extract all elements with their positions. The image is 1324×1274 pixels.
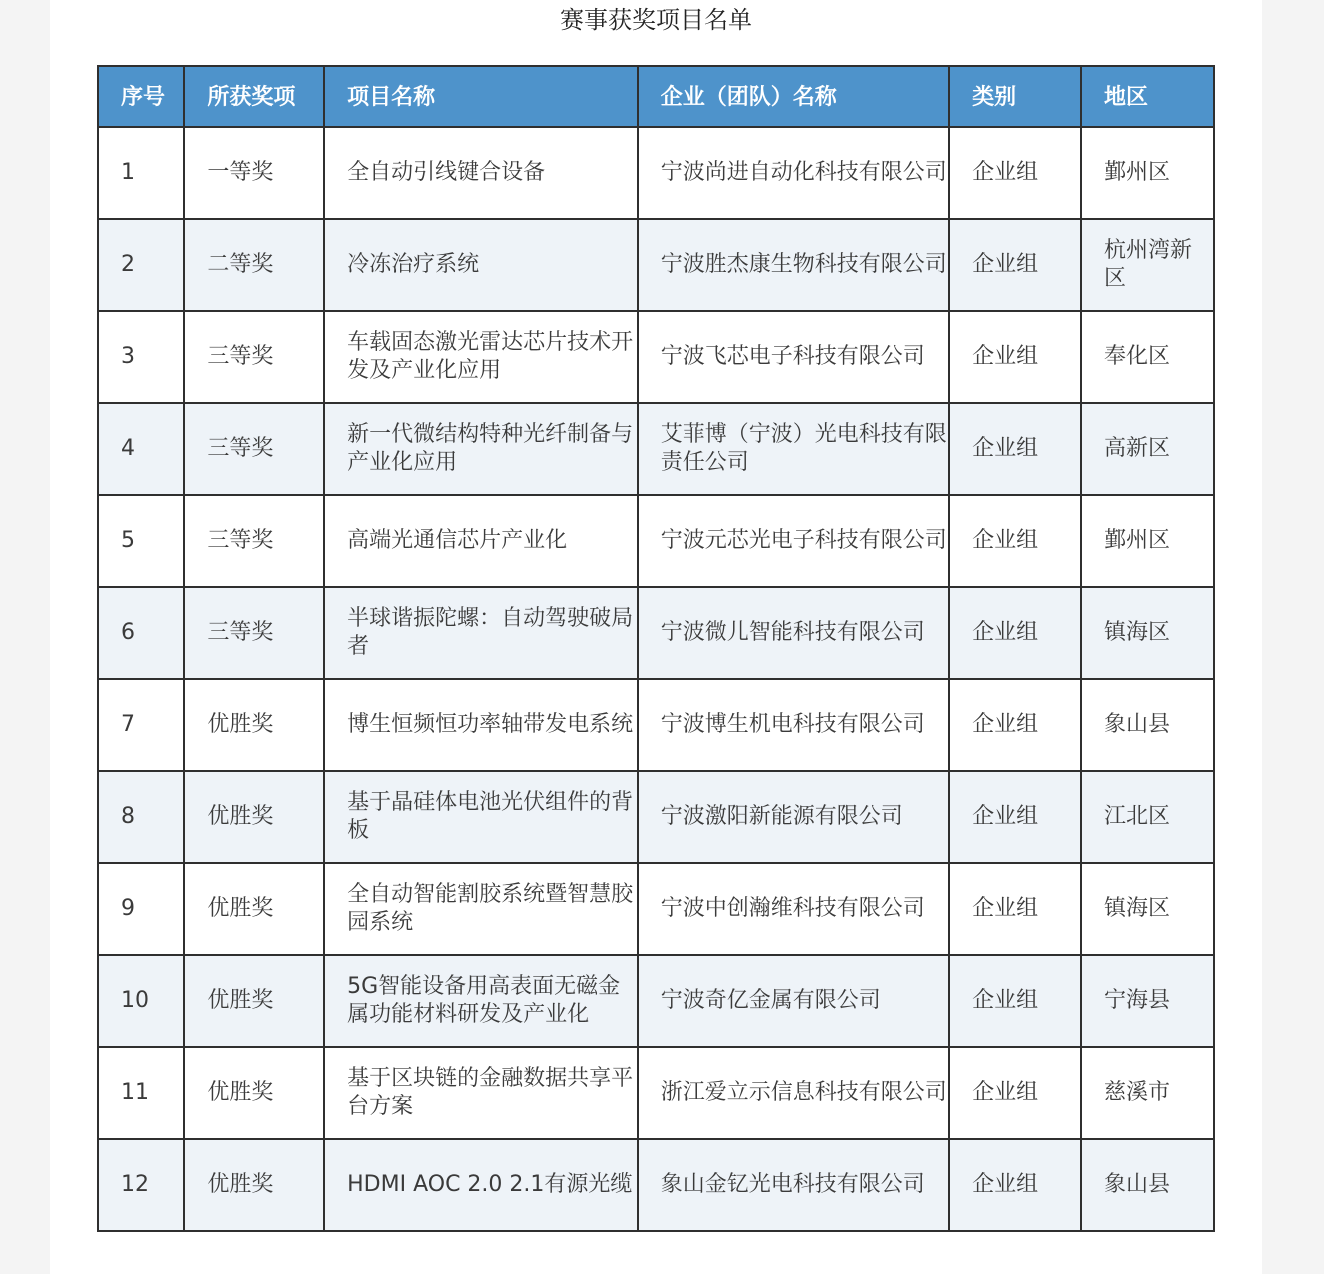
cell-award — [184, 495, 324, 587]
cell-company — [638, 219, 949, 311]
cell-project-text: 高端光通信芯片产业化 — [347, 528, 568, 553]
cell-type-text: 企业组 — [972, 344, 1039, 369]
cell-award-text: 优胜奖 — [207, 804, 274, 829]
cell-no-text: 2 — [121, 252, 135, 277]
cell-project-text: 基于晶硅体电池光伏组件的背板 — [347, 790, 634, 843]
cell-region-text: 象山县 — [1104, 712, 1171, 737]
awards-table — [97, 65, 1215, 1232]
cell-award-text: 优胜奖 — [207, 1172, 274, 1197]
cell-no — [98, 403, 184, 495]
table-row — [98, 403, 1214, 495]
cell-region — [1081, 863, 1214, 955]
cell-no-text: 12 — [121, 1172, 149, 1197]
cell-region-text: 鄞州区 — [1104, 160, 1171, 185]
cell-project — [324, 311, 638, 403]
cell-award-text: 优胜奖 — [207, 988, 274, 1013]
cell-project-text: HDMI AOC 2.0 2.1有源光缆 — [347, 1172, 633, 1197]
cell-no-text: 7 — [121, 712, 135, 737]
cell-type-text: 企业组 — [972, 1172, 1039, 1197]
cell-region-text: 鄞州区 — [1104, 528, 1171, 553]
cell-award — [184, 403, 324, 495]
table-title: 赛事获奖项目名单 — [560, 6, 752, 34]
cell-region-text: 江北区 — [1104, 804, 1171, 829]
cell-company — [638, 679, 949, 771]
cell-type — [949, 771, 1081, 863]
cell-region — [1081, 495, 1214, 587]
cell-company — [638, 1047, 949, 1139]
cell-award — [184, 219, 324, 311]
cell-region — [1081, 219, 1214, 311]
cell-award — [184, 863, 324, 955]
cell-no-text: 6 — [121, 620, 135, 645]
cell-award — [184, 679, 324, 771]
cell-no-text: 3 — [121, 344, 135, 369]
cell-company — [638, 955, 949, 1047]
cell-region — [1081, 771, 1214, 863]
cell-type — [949, 403, 1081, 495]
cell-no — [98, 1139, 184, 1231]
cell-type — [949, 311, 1081, 403]
table-row — [98, 955, 1214, 1047]
table-row — [98, 863, 1214, 955]
cell-project — [324, 1047, 638, 1139]
table-row — [98, 1047, 1214, 1139]
cell-type-text: 企业组 — [972, 988, 1039, 1013]
article-page — [50, 0, 1262, 1274]
table-row — [98, 495, 1214, 587]
table-body — [98, 127, 1214, 1231]
cell-project-text: 5G智能设备用高表面无磁金属功能材料研发及产业化 — [347, 974, 621, 1027]
cell-no — [98, 219, 184, 311]
cell-award-text: 一等奖 — [207, 160, 274, 185]
cell-region-text: 镇海区 — [1104, 620, 1171, 645]
cell-project — [324, 127, 638, 219]
cell-project — [324, 771, 638, 863]
cell-region-text: 镇海区 — [1104, 896, 1171, 921]
cell-region-text: 杭州湾新区 — [1104, 238, 1193, 291]
cell-company-text: 宁波胜杰康生物科技有限公司 — [660, 252, 947, 277]
cell-no — [98, 863, 184, 955]
cell-award-text: 优胜奖 — [207, 1080, 274, 1105]
cell-award — [184, 955, 324, 1047]
cell-company — [638, 771, 949, 863]
cell-no — [98, 127, 184, 219]
cell-award-text: 三等奖 — [207, 528, 274, 553]
cell-project — [324, 863, 638, 955]
cell-project — [324, 495, 638, 587]
cell-no — [98, 495, 184, 587]
cell-region — [1081, 1047, 1214, 1139]
cell-award-text: 三等奖 — [207, 436, 274, 461]
cell-no — [98, 587, 184, 679]
cell-company-text: 艾菲博（宁波）光电科技有限责任公司 — [660, 422, 947, 475]
cell-type — [949, 587, 1081, 679]
cell-company — [638, 587, 949, 679]
cell-no — [98, 1047, 184, 1139]
cell-project — [324, 679, 638, 771]
cell-no — [98, 311, 184, 403]
cell-type-text: 企业组 — [972, 528, 1039, 553]
cell-type — [949, 863, 1081, 955]
table-row — [98, 127, 1214, 219]
cell-no — [98, 679, 184, 771]
table-header-row — [98, 66, 1214, 127]
cell-project — [324, 587, 638, 679]
cell-project-text: 车载固态激光雷达芯片技术开发及产业化应用 — [347, 330, 634, 383]
cell-award — [184, 1047, 324, 1139]
cell-award-text: 二等奖 — [207, 252, 274, 277]
cell-region-text: 高新区 — [1104, 436, 1171, 461]
cell-award-text: 优胜奖 — [207, 896, 274, 921]
table-row — [98, 771, 1214, 863]
cell-award-text: 三等奖 — [207, 620, 274, 645]
table-row — [98, 587, 1214, 679]
cell-company-text: 宁波飞芯电子科技有限公司 — [660, 344, 925, 369]
cell-region-text: 宁海县 — [1104, 988, 1171, 1013]
cell-company — [638, 1139, 949, 1231]
cell-no-text: 9 — [121, 896, 135, 921]
cell-company-text: 象山金钇光电科技有限公司 — [660, 1172, 925, 1197]
cell-type-text: 企业组 — [972, 436, 1039, 461]
table-row — [98, 679, 1214, 771]
cell-project — [324, 219, 638, 311]
cell-company — [638, 311, 949, 403]
cell-company-text: 宁波元芯光电子科技有限公司 — [660, 528, 947, 553]
cell-no-text: 10 — [121, 988, 149, 1013]
cell-region — [1081, 587, 1214, 679]
cell-type-text: 企业组 — [972, 252, 1039, 277]
header-project: 项目名称 — [324, 66, 638, 127]
cell-region — [1081, 955, 1214, 1047]
cell-region-text: 奉化区 — [1104, 344, 1171, 369]
cell-type-text: 企业组 — [972, 160, 1039, 185]
cell-region — [1081, 403, 1214, 495]
header-region: 地区 — [1081, 66, 1214, 127]
cell-type — [949, 219, 1081, 311]
cell-award-text: 优胜奖 — [207, 712, 274, 737]
cell-award — [184, 127, 324, 219]
cell-award — [184, 1139, 324, 1231]
cell-company-text: 浙江爱立示信息科技有限公司 — [660, 1080, 947, 1105]
cell-region-text: 慈溪市 — [1104, 1080, 1171, 1105]
cell-type — [949, 1139, 1081, 1231]
cell-company — [638, 127, 949, 219]
table-row — [98, 311, 1214, 403]
cell-type — [949, 955, 1081, 1047]
cell-no-text: 11 — [121, 1080, 149, 1105]
header-company: 企业（团队）名称 — [638, 66, 949, 127]
cell-region — [1081, 679, 1214, 771]
header-no: 序号 — [98, 66, 184, 127]
cell-region — [1081, 311, 1214, 403]
cell-company-text: 宁波激阳新能源有限公司 — [660, 804, 903, 829]
cell-company — [638, 863, 949, 955]
cell-no-text: 1 — [121, 160, 135, 185]
cell-project-text: 博生恒频恒功率轴带发电系统 — [347, 712, 634, 737]
cell-no-text: 5 — [121, 528, 135, 553]
cell-type — [949, 127, 1081, 219]
cell-company-text: 宁波博生机电科技有限公司 — [660, 712, 925, 737]
cell-award — [184, 771, 324, 863]
cell-project-text: 新一代微结构特种光纤制备与产业化应用 — [347, 422, 634, 475]
cell-type-text: 企业组 — [972, 896, 1039, 921]
cell-type — [949, 679, 1081, 771]
table-row — [98, 219, 1214, 311]
cell-region — [1081, 1139, 1214, 1231]
header-type: 类别 — [949, 66, 1081, 127]
cell-type — [949, 1047, 1081, 1139]
cell-award — [184, 587, 324, 679]
cell-award — [184, 311, 324, 403]
cell-region-text: 象山县 — [1104, 1172, 1171, 1197]
cell-company — [638, 403, 949, 495]
cell-award-text: 三等奖 — [207, 344, 274, 369]
cell-type-text: 企业组 — [972, 1080, 1039, 1105]
cell-type-text: 企业组 — [972, 712, 1039, 737]
cell-company-text: 宁波奇亿金属有限公司 — [660, 988, 881, 1013]
cell-company-text: 宁波尚进自动化科技有限公司 — [660, 160, 947, 185]
header-award: 所获奖项 — [184, 66, 324, 127]
cell-company-text: 宁波微儿智能科技有限公司 — [660, 620, 925, 645]
cell-project-text: 冷冻治疗系统 — [347, 252, 480, 277]
cell-project-text: 全自动引线键合设备 — [347, 160, 546, 185]
cell-no — [98, 771, 184, 863]
cell-company-text: 宁波中创瀚维科技有限公司 — [660, 896, 925, 921]
cell-project-text: 全自动智能割胶系统暨智慧胶园系统 — [347, 882, 634, 935]
cell-company — [638, 495, 949, 587]
cell-project — [324, 1139, 638, 1231]
cell-type — [949, 495, 1081, 587]
cell-project — [324, 403, 638, 495]
cell-project-text: 基于区块链的金融数据共享平台方案 — [347, 1066, 634, 1119]
cell-type-text: 企业组 — [972, 804, 1039, 829]
cell-project-text: 半球谐振陀螺：自动驾驶破局者 — [347, 606, 634, 659]
table-row — [98, 1139, 1214, 1231]
cell-region — [1081, 127, 1214, 219]
cell-project — [324, 955, 638, 1047]
cell-no-text: 4 — [121, 436, 135, 461]
cell-no — [98, 955, 184, 1047]
cell-type-text: 企业组 — [972, 620, 1039, 645]
cell-no-text: 8 — [121, 804, 135, 829]
